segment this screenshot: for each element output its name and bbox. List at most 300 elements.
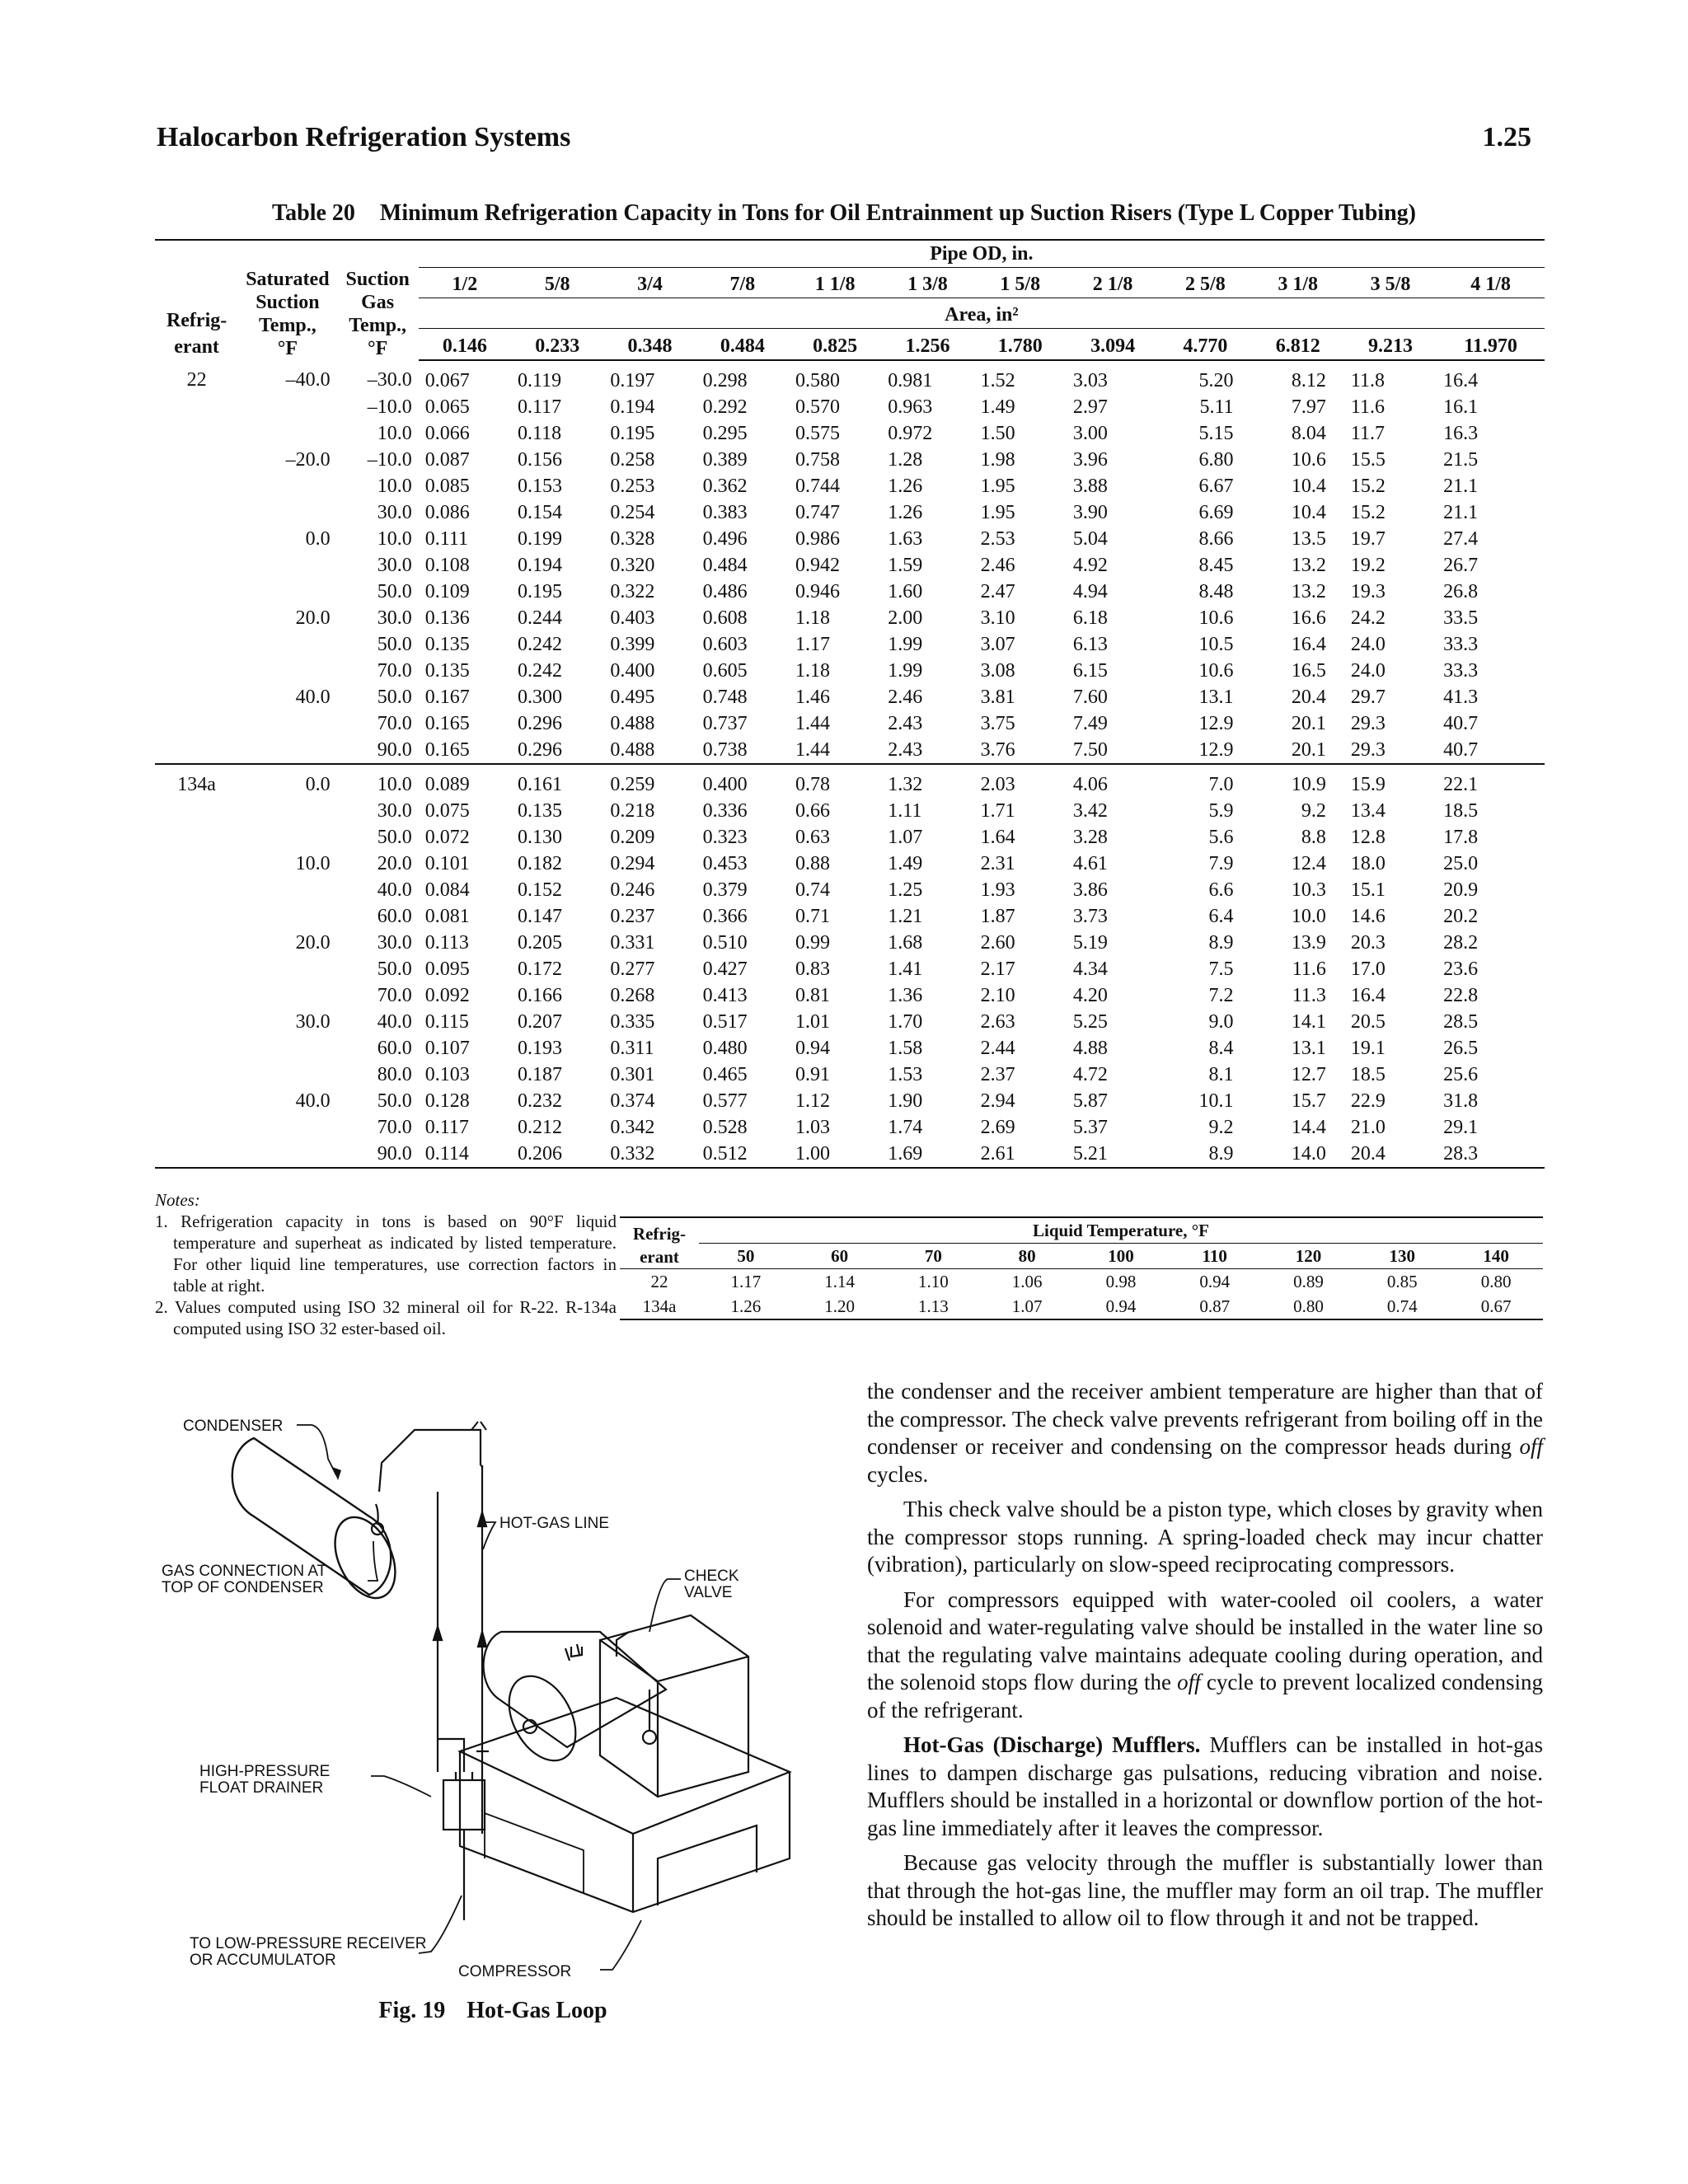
table-cell: 0.084 xyxy=(424,879,470,901)
table-cell xyxy=(238,420,336,447)
table-cell: –40.0 xyxy=(285,369,331,391)
table-cell xyxy=(238,1114,336,1141)
table-cell: 17.8 xyxy=(1443,826,1479,848)
table-cell xyxy=(155,1088,238,1114)
table-cell: 0.136 xyxy=(424,607,470,629)
table-cell: 1.95 xyxy=(980,501,1015,523)
table-row xyxy=(155,1088,1545,1114)
table-cell: 5.9 xyxy=(1208,799,1234,822)
table-cell: 0.111 xyxy=(424,527,468,550)
pipe-size-header: 3 5/8 xyxy=(1344,268,1437,298)
table-cell: 15.7 xyxy=(1291,1090,1326,1112)
table-cell: 1.49 xyxy=(980,396,1015,418)
table-cell xyxy=(155,447,238,473)
table-cell: 70.0 xyxy=(377,984,412,1006)
table-cell: 0.311 xyxy=(610,1037,654,1059)
label-low-pressure-2: OR ACCUMULATOR xyxy=(190,1952,336,1969)
table-row xyxy=(155,473,1545,499)
table-cell: 90.0 xyxy=(337,1141,419,1168)
table-cell: 0.259 xyxy=(610,773,655,795)
table-cell xyxy=(155,956,238,982)
table-cell: 3.81 xyxy=(980,686,1015,708)
table-cell: 1.26 xyxy=(888,475,923,497)
table-cell: 18.0 xyxy=(1350,852,1386,874)
table-cell: 1.68 xyxy=(888,931,923,954)
table-cell: 5.20 xyxy=(1198,369,1234,391)
table-cell: 4.94 xyxy=(1072,580,1108,602)
table-cell: 0.109 xyxy=(424,580,470,602)
correction-cell: 0.98 xyxy=(1105,1272,1137,1291)
table-cell: 21.1 xyxy=(1443,475,1479,497)
table-cell xyxy=(238,1141,336,1168)
table-cell: 10.4 xyxy=(1291,501,1326,523)
table-cell: 0.331 xyxy=(610,931,655,954)
table-cell: 1.49 xyxy=(888,852,923,874)
paragraph-4: Hot-Gas (Discharge) Mufflers. Mufflers can be installed in hot-gas lines to dampen discharge gas pulsations, reducing vibration and noise. Mufflers should be installed in a horizontal or downflow portion of the hot-gas line immediately after it leaves the compressor. xyxy=(867,1732,1543,1840)
table-cell: 26.5 xyxy=(1443,1037,1479,1059)
table-cell xyxy=(155,737,238,764)
correction-cell: 0.80 xyxy=(1262,1294,1356,1319)
table-cell: 1.64 xyxy=(980,826,1015,848)
table-cell: 20.0 xyxy=(295,607,331,629)
liquid-temp-col: 110 xyxy=(1168,1244,1262,1269)
table-cell xyxy=(238,1035,336,1062)
table-cell: 1.99 xyxy=(888,659,923,682)
paragraph-2: This check valve should be a piston type, which closes by gravity when the compressor stops running. A spring-loaded check may incur chatter (vibration), particularly on slow-speed reciprocating compressors. xyxy=(867,1497,1543,1577)
pipe-area-header: 9.213 xyxy=(1344,329,1437,360)
table-cell: 0.187 xyxy=(518,1063,563,1085)
table-cell xyxy=(155,526,238,552)
table-cell: 0.209 xyxy=(610,826,655,848)
table-cell: 0.577 xyxy=(702,1090,748,1112)
table-cell: 50.0 xyxy=(377,826,412,848)
table-row xyxy=(155,394,1545,420)
table-cell: 1.12 xyxy=(795,1090,830,1112)
table-cell: 0.580 xyxy=(795,369,840,391)
table-cell: 1.52 xyxy=(980,369,1015,391)
pipe-size-header: 3 1/8 xyxy=(1252,268,1344,298)
table-cell: 0.374 xyxy=(610,1090,655,1112)
table-cell: 11.7 xyxy=(1350,422,1385,444)
table-cell: 0.294 xyxy=(610,852,655,874)
figure-number: Fig. 19 xyxy=(378,1998,446,2023)
table-cell xyxy=(155,473,238,499)
table-cell: 0.83 xyxy=(795,958,830,980)
table-cell: –10.0 xyxy=(367,396,412,418)
table-cell: 2.60 xyxy=(980,931,1015,954)
table-cell: 19.2 xyxy=(1350,554,1386,576)
table-cell: 0.510 xyxy=(702,931,748,954)
table-cell: 2.46 xyxy=(888,686,923,708)
table-cell: 41.3 xyxy=(1443,686,1479,708)
figure-caption xyxy=(155,1998,831,2024)
table-cell: 24.2 xyxy=(1350,607,1386,629)
table-cell: 0.258 xyxy=(610,448,655,471)
table-cell: 0.362 xyxy=(702,475,748,497)
table-cell: 3.76 xyxy=(974,737,1067,764)
table-cell: 3.96 xyxy=(1072,448,1108,471)
table-cell: 5.11 xyxy=(1199,396,1234,418)
table-cell: 12.9 xyxy=(1198,712,1234,734)
table-cell: 0.206 xyxy=(511,1141,603,1168)
table-cell: 1.59 xyxy=(888,554,923,576)
table-cell: 25.0 xyxy=(1443,852,1479,874)
table-cell: 40.7 xyxy=(1437,737,1545,764)
liquid-temp-col: 80 xyxy=(980,1244,1074,1269)
table-cell: 0.605 xyxy=(702,659,748,682)
table-cell: 2.03 xyxy=(980,773,1015,795)
table-cell: 13.5 xyxy=(1291,527,1326,550)
table-cell: 0.608 xyxy=(702,607,748,629)
figure-title: Hot-Gas Loop xyxy=(467,1998,607,2023)
table-row xyxy=(155,851,1545,877)
table-cell: 0.758 xyxy=(795,448,840,471)
table-cell: 6.18 xyxy=(1072,607,1108,629)
table-cell xyxy=(155,1141,238,1168)
table-cell xyxy=(238,710,336,737)
table-cell: 21.5 xyxy=(1443,448,1479,471)
table-cell: 1.50 xyxy=(980,422,1015,444)
note-2: 2. Values computed using ISO 32 mineral oil for R-22. R-134a computed using ISO 32 ester-based oil. xyxy=(155,1297,617,1338)
correction-cell: 22 xyxy=(650,1272,668,1291)
table-row xyxy=(155,1035,1545,1062)
table-cell: 0.081 xyxy=(424,905,470,927)
table-cell: 0.065 xyxy=(424,396,470,418)
table-cell: 29.3 xyxy=(1344,737,1437,764)
table-cell: 21.1 xyxy=(1443,501,1479,523)
table-row xyxy=(155,1141,1545,1168)
table-cell: 15.1 xyxy=(1350,879,1386,901)
correction-cell: 134a xyxy=(620,1294,699,1319)
correction-cell: 1.20 xyxy=(793,1294,887,1319)
table-cell: 4.61 xyxy=(1072,852,1108,874)
table-cell: 1.36 xyxy=(888,984,923,1006)
table-cell: 16.6 xyxy=(1291,607,1326,629)
table-cell: 19.7 xyxy=(1350,527,1386,550)
table-cell xyxy=(155,851,238,877)
table-cell: 5.87 xyxy=(1072,1090,1108,1112)
table-cell: 3.90 xyxy=(1072,501,1108,523)
table-cell: 0.277 xyxy=(610,958,655,980)
table-row xyxy=(155,798,1545,824)
table-cell: 0.067 xyxy=(424,369,470,391)
table-cell: 10.0 xyxy=(377,773,412,795)
table-title: Minimum Refrigeration Capacity in Tons for Oil Entrainment up Suction Risers (Type L Copper Tubing) xyxy=(379,200,1416,226)
table-cell: 11.6 xyxy=(1292,958,1326,980)
pipe-size-header: 4 1/8 xyxy=(1437,268,1545,298)
table-cell: 31.8 xyxy=(1443,1090,1479,1112)
table-cell: 0.332 xyxy=(603,1141,696,1168)
table-cell: 2.44 xyxy=(980,1037,1015,1059)
table-cell: 0.963 xyxy=(888,396,933,418)
label-high-pressure-1: HIGH-PRESSURE xyxy=(199,1763,331,1780)
table-cell: 22.9 xyxy=(1350,1090,1386,1112)
table-cell: 4.06 xyxy=(1072,773,1108,795)
table-cell: 0.128 xyxy=(424,1090,470,1112)
table-cell: 1.87 xyxy=(980,905,1015,927)
table-cell: 14.6 xyxy=(1350,905,1386,927)
table-cell: 0.165 xyxy=(419,737,511,764)
table-cell: 28.2 xyxy=(1443,931,1479,954)
table-row xyxy=(155,764,1545,798)
table-cell: 0.194 xyxy=(610,396,655,418)
table-cell: 1.18 xyxy=(795,607,830,629)
correction-cell: 0.74 xyxy=(1355,1294,1449,1319)
table-cell: 20.0 xyxy=(377,852,412,874)
table-cell: 0.427 xyxy=(702,958,748,980)
table-cell: 2.63 xyxy=(980,1010,1015,1033)
table-cell xyxy=(238,956,336,982)
table-cell: 1.25 xyxy=(888,879,923,901)
table-cell: 0.072 xyxy=(424,826,470,848)
table-cell: 5.19 xyxy=(1072,931,1108,954)
table-cell: 0.74 xyxy=(795,879,830,901)
table-cell: 2.43 xyxy=(881,737,973,764)
table-cell: 0.242 xyxy=(518,633,563,655)
table-cell: 1.44 xyxy=(789,737,881,764)
liquid-temp-col: 50 xyxy=(699,1244,793,1269)
table-cell xyxy=(155,684,238,710)
table-cell: 10.5 xyxy=(1198,633,1234,655)
table-cell: 50.0 xyxy=(377,580,412,602)
table-cell: 3.42 xyxy=(1072,799,1108,822)
table-cell xyxy=(155,552,238,579)
table-cell: 0.328 xyxy=(610,527,655,550)
table-cell: 0.254 xyxy=(610,501,655,523)
table-cell: 0.135 xyxy=(518,799,563,822)
table-cell: 2.10 xyxy=(980,984,1015,1006)
table-cell xyxy=(155,982,238,1009)
table-cell: 6.13 xyxy=(1072,633,1108,655)
correction-row xyxy=(620,1294,1543,1319)
table-cell: –20.0 xyxy=(285,448,331,471)
table-cell: 5.04 xyxy=(1072,527,1108,550)
table-cell xyxy=(238,658,336,684)
table-cell: 1.74 xyxy=(888,1116,923,1138)
table-cell: 25.6 xyxy=(1443,1063,1479,1085)
table-cell: 6.15 xyxy=(1072,659,1108,682)
table-cell xyxy=(155,605,238,631)
table-cell: 20.3 xyxy=(1350,931,1386,954)
table-cell: 50.0 xyxy=(377,633,412,655)
table-cell: 16.3 xyxy=(1443,422,1479,444)
table-cell: 1.00 xyxy=(789,1141,881,1168)
saturated-temp-col-header: Saturated Suction Temp., °F xyxy=(246,268,330,359)
table-cell: 3.86 xyxy=(1072,879,1108,901)
table-cell xyxy=(155,1114,238,1141)
pipe-size-header: 2 5/8 xyxy=(1159,268,1251,298)
table-cell: 12.9 xyxy=(1159,737,1251,764)
table-cell: 9.2 xyxy=(1208,1116,1234,1138)
table-cell: 0.0 xyxy=(305,527,331,550)
table-cell: 1.03 xyxy=(795,1116,830,1138)
table-cell: 10.0 xyxy=(377,475,412,497)
table-cell: 40.0 xyxy=(377,1010,412,1033)
table-cell: 1.98 xyxy=(980,448,1015,471)
table-cell xyxy=(238,499,336,526)
label-condenser: CONDENSER xyxy=(183,1418,284,1435)
table-cell: 1.99 xyxy=(888,633,923,655)
table-cell: 2.46 xyxy=(980,554,1015,576)
correction-factor-table xyxy=(620,1216,1543,1320)
table-cell: 0.165 xyxy=(424,712,470,734)
table-cell xyxy=(155,631,238,658)
pipe-area-header: 0.146 xyxy=(419,329,511,360)
table-cell: 0.91 xyxy=(795,1063,830,1085)
table-cell: 8.8 xyxy=(1301,826,1326,848)
table-cell: 8.04 xyxy=(1291,422,1326,444)
table-cell: 0.488 xyxy=(603,737,696,764)
table-cell: 29.1 xyxy=(1443,1116,1479,1138)
table-cell: 10.0 xyxy=(377,422,412,444)
correction-cell: 1.17 xyxy=(730,1272,762,1291)
table-cell: 0.484 xyxy=(702,554,748,576)
table-cell: 70.0 xyxy=(377,712,412,734)
table-cell: 0.744 xyxy=(795,475,840,497)
table-cell: 0.218 xyxy=(610,799,655,822)
table-cell: 0.301 xyxy=(610,1063,655,1085)
table-cell: 29.3 xyxy=(1350,712,1386,734)
table-cell xyxy=(155,798,238,824)
table-cell: 0.253 xyxy=(610,475,655,497)
table-cell: 8.9 xyxy=(1159,1141,1251,1168)
table-cell: 0.167 xyxy=(424,686,470,708)
table-cell: 1.26 xyxy=(888,501,923,523)
table-cell: 0.066 xyxy=(424,422,470,444)
table-cell: 2.17 xyxy=(980,958,1015,980)
liquid-temp-col: 70 xyxy=(887,1244,981,1269)
label-compressor: COMPRESSOR xyxy=(458,1963,572,1980)
correction-cell: 0.89 xyxy=(1293,1272,1324,1291)
table-cell: 0.117 xyxy=(518,396,562,418)
table-cell: 1.93 xyxy=(980,879,1015,901)
compressor-shape xyxy=(460,1615,790,1912)
table-cell: 0.115 xyxy=(424,1010,469,1033)
table-cell: 0.488 xyxy=(610,712,655,734)
table-cell: 2.31 xyxy=(980,852,1015,874)
table-cell: 0.66 xyxy=(795,799,830,822)
table-cell: 6.4 xyxy=(1208,905,1234,927)
table-cell: 0.63 xyxy=(795,826,830,848)
table-cell: 1.32 xyxy=(888,773,923,795)
label-check-1: CHECK xyxy=(684,1568,739,1585)
table-cell: 13.9 xyxy=(1291,931,1326,954)
paragraph-1: the condenser and the receiver ambient temperature are higher than that of the compressor. The check valve prevents refrigerant from boiling off in the condenser or receiver and condensing on the compressor heads during off cycles. xyxy=(867,1379,1543,1487)
table-row xyxy=(155,631,1545,658)
table-cell: 0.71 xyxy=(795,905,830,927)
table-cell: 3.10 xyxy=(980,607,1015,629)
table-cell: 0.182 xyxy=(518,852,563,874)
table-cell: 0.095 xyxy=(424,958,470,980)
table-cell: 33.3 xyxy=(1443,633,1479,655)
table-cell: 40.0 xyxy=(377,879,412,901)
correction-cell: 0.67 xyxy=(1449,1294,1543,1319)
table-cell: 0.205 xyxy=(518,931,563,954)
table-cell: 7.49 xyxy=(1072,712,1108,734)
table-cell: 8.45 xyxy=(1198,554,1234,576)
table-cell xyxy=(155,1035,238,1062)
table-row xyxy=(155,982,1545,1009)
table-cell: 0.946 xyxy=(795,580,840,602)
table-cell: 1.44 xyxy=(795,712,830,734)
table-cell: 7.9 xyxy=(1208,852,1234,874)
table-cell: 5.6 xyxy=(1208,826,1234,848)
table-cell: 24.0 xyxy=(1350,659,1386,682)
pipe-area-header: 0.348 xyxy=(603,329,696,360)
table-cell: 20.1 xyxy=(1252,737,1344,764)
table-cell: 8.12 xyxy=(1291,369,1326,391)
table-cell: 0.972 xyxy=(888,422,933,444)
table-cell: 22 xyxy=(186,369,207,391)
table-cell xyxy=(238,579,336,605)
table-cell: 0.383 xyxy=(702,501,748,523)
table-cell xyxy=(238,798,336,824)
paragraph-5: Because gas velocity through the muffler is substantially lower than that through the hot-gas line, the muffler may form an oil trap. The muffler should be installed to allow oil to flow through it and not be trapped. xyxy=(867,1850,1543,1930)
table-row xyxy=(155,710,1545,737)
table-cell: 0.166 xyxy=(518,984,563,1006)
area-header: Area, in² xyxy=(419,298,1545,329)
table-cell: 3.07 xyxy=(980,633,1015,655)
table-cell: 2.94 xyxy=(980,1090,1015,1112)
table-cell: 0.130 xyxy=(518,826,563,848)
table-cell: 0.172 xyxy=(518,958,563,980)
table-cell: 0.403 xyxy=(610,607,655,629)
table-cell: 1.60 xyxy=(888,580,923,602)
body-text-column xyxy=(867,1378,1543,1940)
table-cell: 0.232 xyxy=(518,1090,563,1112)
table-cell: 70.0 xyxy=(377,1116,412,1138)
pipe-area-header: 6.812 xyxy=(1252,329,1344,360)
table-cell: 14.0 xyxy=(1252,1141,1344,1168)
table-cell: 0.379 xyxy=(702,879,748,901)
paragraph-3: For compressors equipped with water-cooled oil coolers, a water solenoid and water-regulating valve should be installed in the water line so that the regulating valve maintains adequate cooling during operation, and the solenoid stops flow during the off cycle to prevent localized condensing of the refrigerant. xyxy=(867,1586,1543,1722)
correction-cell: 1.10 xyxy=(918,1272,949,1291)
table-cell: 20.4 xyxy=(1291,686,1326,708)
liquid-temp-col: 60 xyxy=(793,1244,887,1269)
table-cell: 0.465 xyxy=(702,1063,748,1085)
table-cell: 12.8 xyxy=(1350,826,1386,848)
pipe-area-header: 11.970 xyxy=(1437,329,1545,360)
table-cell: 20.4 xyxy=(1344,1141,1437,1168)
table-cell: 17.0 xyxy=(1350,958,1386,980)
liquid-temp-col: 120 xyxy=(1262,1244,1356,1269)
table-cell: 2.43 xyxy=(888,712,923,734)
table-cell: 33.5 xyxy=(1443,607,1479,629)
table-cell: 6.67 xyxy=(1198,475,1234,497)
table-cell: 2.47 xyxy=(980,580,1015,602)
table-cell: 16.4 xyxy=(1291,633,1326,655)
table-row xyxy=(155,737,1545,764)
table-cell: 30.0 xyxy=(377,607,412,629)
table-cell: 50.0 xyxy=(377,686,412,708)
table-cell: 13.2 xyxy=(1291,580,1326,602)
table-cell: 0.480 xyxy=(702,1037,748,1059)
table-cell: 0.575 xyxy=(795,422,840,444)
table-cell: 5.37 xyxy=(1072,1116,1108,1138)
table-cell: 50.0 xyxy=(377,958,412,980)
running-header-title: Halocarbon Refrigeration Systems xyxy=(157,122,571,152)
table-cell: 134a xyxy=(177,773,216,795)
label-low-pressure-1: TO LOW-PRESSURE RECEIVER xyxy=(190,1935,427,1952)
table-cell xyxy=(155,1009,238,1035)
table-cell: 0.086 xyxy=(424,501,470,523)
table-cell: 0.107 xyxy=(424,1037,470,1059)
table-cell: 1.17 xyxy=(795,633,830,655)
table-cell: 10.9 xyxy=(1291,773,1326,795)
table-cell xyxy=(155,394,238,420)
table-cell: 10.6 xyxy=(1198,659,1234,682)
table-row xyxy=(155,499,1545,526)
